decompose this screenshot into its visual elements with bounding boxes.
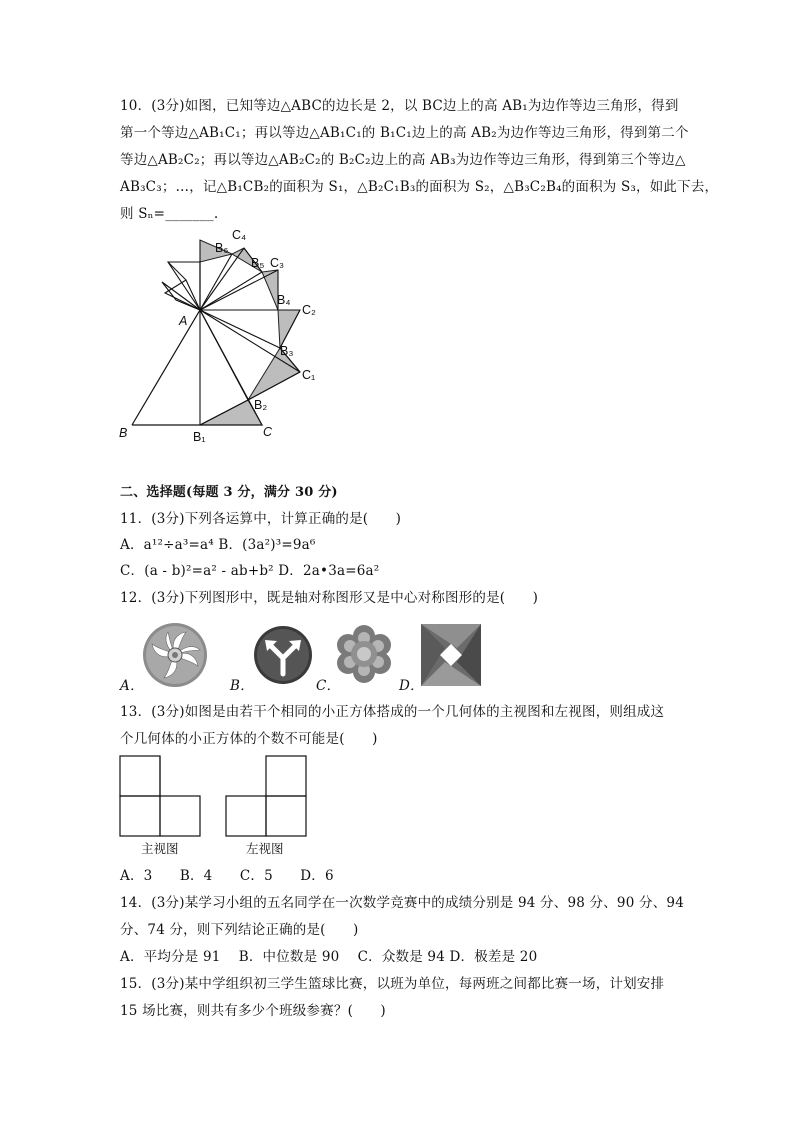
q13-front-view — [118, 754, 202, 838]
q11-options-line-2: C．(a - b)²=a² - ab+b² D．2a•3a=6a² — [120, 563, 380, 579]
q10-triangle-figure — [0, 0, 794, 470]
q12-option-d-label: D． — [399, 678, 424, 694]
label-C2: C₂ — [302, 303, 316, 317]
label-B: B — [119, 426, 128, 440]
q14-stem-line-2: 分、74 分，则下列结论正确的是( ) — [120, 922, 359, 938]
q11-options-line-1: A．a¹²÷a³=a⁴ B．(3a²)³=9a⁶ — [120, 537, 316, 553]
label-B4: B₄ — [277, 293, 291, 307]
label-B2: B₂ — [254, 398, 268, 412]
q12-option-c-label: C． — [316, 678, 341, 694]
q10-line-5: 则 Sₙ=_______. — [120, 206, 219, 222]
q13-options: A．3 B．4 C．5 D．6 — [120, 868, 334, 884]
q10-line-4: AB₃C₃；…，记△B₁CB₂的面积为 S₁，△B₂C₁B₃的面积为 S₂，△B₃C₂B₄的面积为 S₃，如此下去， — [120, 179, 719, 195]
q12-option-b-image — [253, 624, 313, 686]
q12-option-d-image — [421, 624, 481, 686]
q14-options: A．平均分是 91 B．中位数是 90 C．众数是 94 D．极差是 20 — [120, 949, 538, 965]
label-C4: C₄ — [232, 228, 247, 242]
q12-option-a-label: A． — [120, 678, 144, 694]
q10-line-2: 第一个等边△AB₁C₁；再以等边△AB₁C₁的 B₁C₁边上的高 AB₂为边作等边三角形，得到第二个 — [120, 125, 689, 141]
q13-left-caption: 左视图 — [246, 841, 284, 856]
label-C3: C₃ — [270, 256, 285, 270]
q12-option-a-image — [142, 622, 208, 688]
q11-stem: 11．(3分)下列各运算中，计算正确的是( ) — [120, 511, 402, 527]
q10-line-3: 等边△AB₂C₂；再以等边△AB₂C₂的 B₂C₂边上的高 AB₃为边作等边三角形，得到第三个等边△ — [120, 152, 686, 168]
q15-stem-line-1: 15．(3分)某中学组织初三学生篮球比赛，以班为单位，每两班之间都比赛一场，计划安排 — [120, 976, 665, 992]
q13-stem-line-1: 13．(3分)如图是由若干个相同的小正方体搭成的一个几何体的主视图和左视图，则组成这 — [120, 704, 665, 720]
q12-stem: 12．(3分)下列图形中，既是轴对称图形又是中心对称图形的是( ) — [120, 590, 539, 606]
label-C: C — [263, 425, 273, 439]
q12-option-c-image — [334, 624, 394, 684]
label-C1: C₁ — [302, 368, 316, 382]
label-B6: B₆ — [215, 241, 229, 255]
q15-stem-line-2: 15 场比赛，则共有多少个班级参赛？( ) — [120, 1003, 386, 1019]
q10-line-1: 10．(3分)如图，已知等边△ABC的边长是 2，以 BC边上的高 AB₁为边作等边三角形，得到 — [120, 98, 679, 114]
q14-stem-line-1: 14．(3分)某学习小组的五名同学在一次数学竞赛中的成绩分别是 94 分、98 分、90 分、94 — [120, 895, 684, 911]
q12-option-b-label: B． — [230, 678, 254, 694]
q13-left-view — [224, 754, 308, 838]
q13-front-caption: 主视图 — [141, 841, 179, 856]
section-title: 二、选择题(每题 3 分，满分 30 分) — [120, 485, 338, 500]
q13-stem-line-2: 个几何体的小正方体的个数不可能是( ) — [120, 731, 378, 747]
label-A: A — [179, 314, 188, 328]
label-B3: B₃ — [280, 344, 294, 358]
label-B5: B₅ — [251, 256, 265, 270]
label-B1: B₁ — [193, 430, 206, 444]
